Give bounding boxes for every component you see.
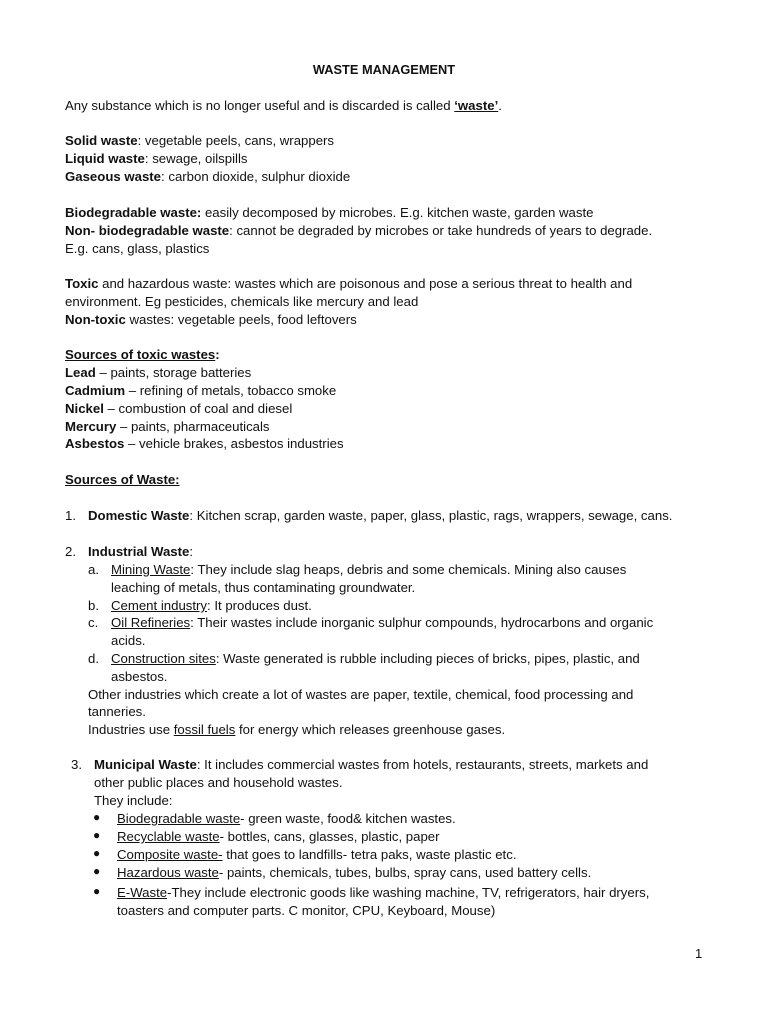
toxic-line-2: environment. Eg pesticides, chemicals like mercury and lead [65,294,419,309]
toxic-line: Toxic and hazardous waste: wastes which are poisonous and pose a serious threat to health and [65,276,633,291]
municipal-bullet-ewaste: E-Waste-They include electronic goods like washing machine, TV, refrigerators, hair dryers, [117,885,650,900]
non-biodegradable-line: Non- biodegradable waste: cannot be degraded by microbes or take hundreds of years to degrade. [65,223,653,238]
intro-line: Any substance which is no longer useful and is discarded is called ‘waste’. [65,98,502,113]
municipal-bullet-composite: Composite waste- that goes to landfills- tetra paks, waste plastic etc. [117,847,517,862]
industrial-subitem-cement: b. Cement industry: It produces dust. [88,598,312,613]
sources-of-waste-heading: Sources of Waste: [65,472,180,487]
bullet-icon: ● [93,846,101,860]
municipal-bullet-ewaste-cont: toasters and computer parts. C monitor, CPU, Keyboard, Mouse) [117,903,496,918]
toxic-source-cadmium: Cadmium – refining of metals, tobacco smoke [65,383,337,398]
bullet-icon: ● [93,884,101,898]
industrial-subitem-mining-cont: leaching of metals, thus contaminating groundwater. [111,580,416,595]
industrial-subitem-oil-cont: acids. [111,633,146,648]
industrial-subitem-construction: d. Construction sites: Waste generated is rubble including pieces of bricks, pipes, plastic, and [88,651,640,666]
fossil-fuels-line: Industries use fossil fuels for energy which releases greenhouse gases. [88,722,506,737]
toxic-source-mercury: Mercury – paints, pharmaceuticals [65,419,270,434]
liquid-waste-line: Liquid waste: sewage, oilspills [65,151,248,166]
domestic-waste-item: 1. Domestic Waste: Kitchen scrap, garden waste, paper, glass, plastic, rags, wrappers, sewage, cans. [65,508,673,523]
toxic-source-nickel: Nickel – combustion of coal and diesel [65,401,293,416]
toxic-sources-heading: Sources of toxic wastes: [65,347,220,362]
waste-term: ‘waste’ [454,98,499,113]
other-industries-line-2: tanneries. [88,704,146,719]
bullet-icon: ● [93,864,101,878]
toxic-source-lead: Lead – paints, storage batteries [65,365,252,380]
toxic-source-asbestos: Asbestos – vehicle brakes, asbestos industries [65,436,344,451]
municipal-they-include: They include: [94,793,173,808]
municipal-bullet-biodegradable: Biodegradable waste- green waste, food& kitchen wastes. [117,811,456,826]
gaseous-waste-line: Gaseous waste: carbon dioxide, sulphur dioxide [65,169,351,184]
page-title: WASTE MANAGEMENT [312,62,456,77]
other-industries-line: Other industries which create a lot of wastes are paper, textile, chemical, food processing and [88,687,634,702]
non-biodegradable-example: E.g. cans, glass, plastics [65,241,210,256]
industrial-subitem-oil: c. Oil Refineries: Their wastes include inorganic sulphur compounds, hydrocarbons and organic [88,615,654,630]
bullet-icon: ● [93,828,101,842]
municipal-bullet-recyclable: Recyclable waste- bottles, cans, glasses, plastic, paper [117,829,440,844]
non-toxic-line: Non-toxic wastes: vegetable peels, food leftovers [65,312,357,327]
page-number: 1 [695,946,703,961]
bullet-icon: ● [93,810,101,824]
municipal-bullet-hazardous: Hazardous waste- paints, chemicals, tubes, bulbs, spray cans, used battery cells. [117,865,592,880]
industrial-subitem-mining: a. Mining Waste: They include slag heaps, debris and some chemicals. Mining also causes [88,562,627,577]
fossil-fuels-term: fossil fuels [173,722,236,737]
solid-waste-line: Solid waste: vegetable peels, cans, wrappers [65,133,335,148]
municipal-line-2: other public places and household wastes. [94,775,343,790]
municipal-waste-item: 3. Municipal Waste: It includes commercial wastes from hotels, restaurants, streets, markets and [71,757,649,772]
industrial-subitem-construction-cont: asbestos. [111,669,168,684]
industrial-waste-item: 2. Industrial Waste: [65,544,194,559]
biodegradable-line: Biodegradable waste: easily decomposed by microbes. E.g. kitchen waste, garden waste [65,205,594,220]
